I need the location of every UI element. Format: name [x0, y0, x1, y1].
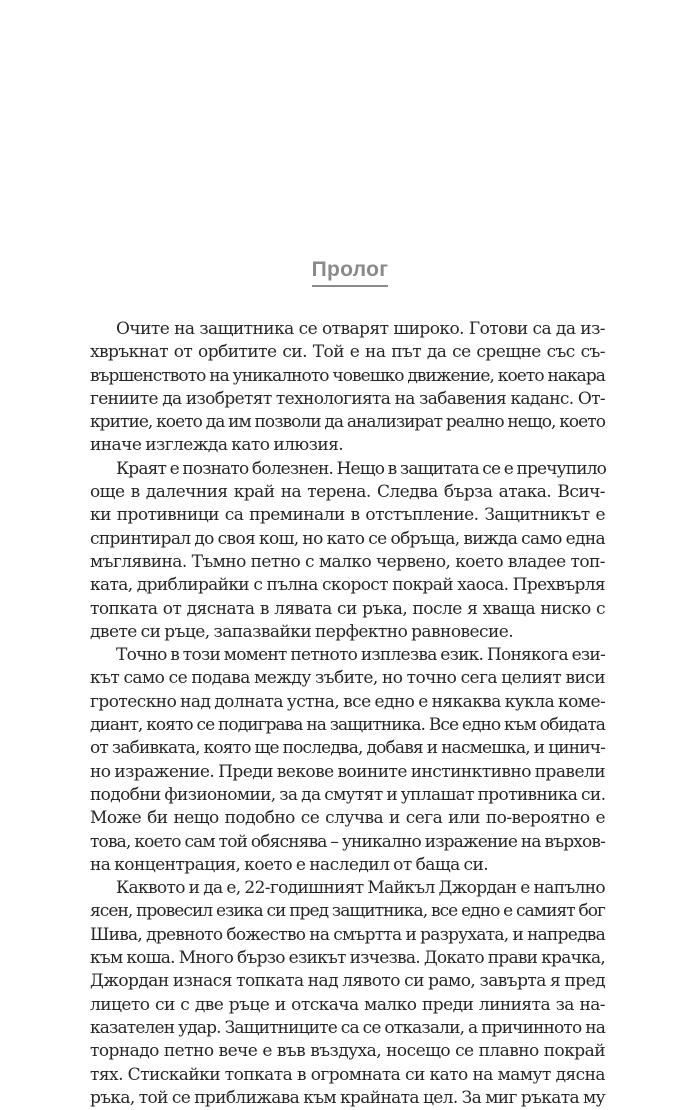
text-line: ката, дриблирайки с пълна скорост покрай хаоса. Прехвърля: [90, 575, 605, 596]
text-line: иначе изглежда като илюзия.: [90, 435, 344, 456]
text-line: вършенството на уникалното човешко движение, което накара: [90, 365, 605, 386]
text-line: още в далечния край на терена. Следва бърза атака. Всич-: [90, 482, 605, 503]
text-line: топката от дясната в лявата си ръка, после я хваща ниско с: [90, 598, 605, 619]
text-line: Каквото и да е, 22-годишният Майкъл Джордан е напълно: [116, 878, 605, 899]
text-line: подобни физиономии, за да смутят и уплашат противника си.: [90, 784, 606, 805]
text-line: тях. Стискайки топката в огромната си като на мамут дясна: [90, 1064, 605, 1085]
text-line: Джордан изнася топката над лявото си рамо, завърта я пред: [90, 971, 605, 992]
text-line: Очите на защитника се отварят широко. Готови са да из-: [116, 319, 605, 339]
text-line: Краят е познато болезнен. Нещо в защитата се е пречупило: [116, 458, 607, 479]
text-line: торнадо петно вече е във въздуха, носещо се плавно покрай: [90, 1041, 605, 1062]
text-line: от забивката, която ще последва, добавя и насмешка, и цинич-: [90, 738, 605, 759]
text-line: диант, която се подиграва на защитника. Все едно към обидата: [90, 715, 605, 736]
text-line: на концентрация, което е наследил от баща си.: [90, 854, 489, 875]
text-line: ръка, той се приближава към крайната цел. За миг ръката му: [90, 1087, 605, 1108]
text-line: ясен, провесил езика си пред защитника, все едно е самият бог: [90, 901, 605, 922]
text-line: Шива, древното божество на смъртта и разрухата, и напредва: [90, 924, 605, 945]
text-line: казателен удар. Защитниците са се отказали, а причинното на: [90, 1017, 605, 1038]
paragraph-1: [90, 318, 605, 458]
text-line: ки противници са преминали в отстъпление. Защитникът е: [90, 505, 605, 526]
text-line: двете си ръце, запазвайки перфектно равновесие.: [90, 621, 514, 642]
text-line: това, което сам той обяснява – уникално изражение на върхов-: [90, 831, 605, 852]
chapter-body: [90, 318, 605, 1110]
text-line: критие, което да им позволи да анализират реално нещо, което: [90, 412, 605, 433]
text-line: кът само се подава между зъбите, но точно сега целият виси: [90, 668, 605, 689]
chapter-heading: [0, 258, 700, 287]
text-line: лицето си с две ръце и отскача малко преди линията за на-: [90, 994, 605, 1015]
paragraph-4: [90, 877, 605, 1110]
text-line: Точно в този момент петното изплезва език. Понякога ези-: [116, 645, 605, 666]
text-line: мъглявина. Тъмно петно с малко червено, което владее топ-: [90, 551, 605, 572]
text-line: Може би нещо подобно се случва и сега или по-вероятно е: [90, 808, 605, 829]
text-line: гротескно над долната устна, все едно е някаква кукла коме-: [90, 691, 606, 712]
text-line: хвръкнат от орбитите си. Той е на път да се срещне със съ-: [90, 342, 605, 363]
text-line: към коша. Много бързо езикът изчезва. Докато прави крачка,: [90, 948, 605, 969]
chapter-title: Пролог: [312, 258, 389, 287]
paragraph-2: [90, 458, 605, 644]
text-line: спринтирал до своя кош, но като се обръща, вижда само една: [90, 528, 605, 549]
text-line: но изражение. Преди векове воините инстинктивно правели: [90, 761, 605, 782]
paragraph-3: [90, 644, 605, 877]
text-line: гениите да изобретят технологията на забавения каданс. От-: [90, 388, 605, 409]
